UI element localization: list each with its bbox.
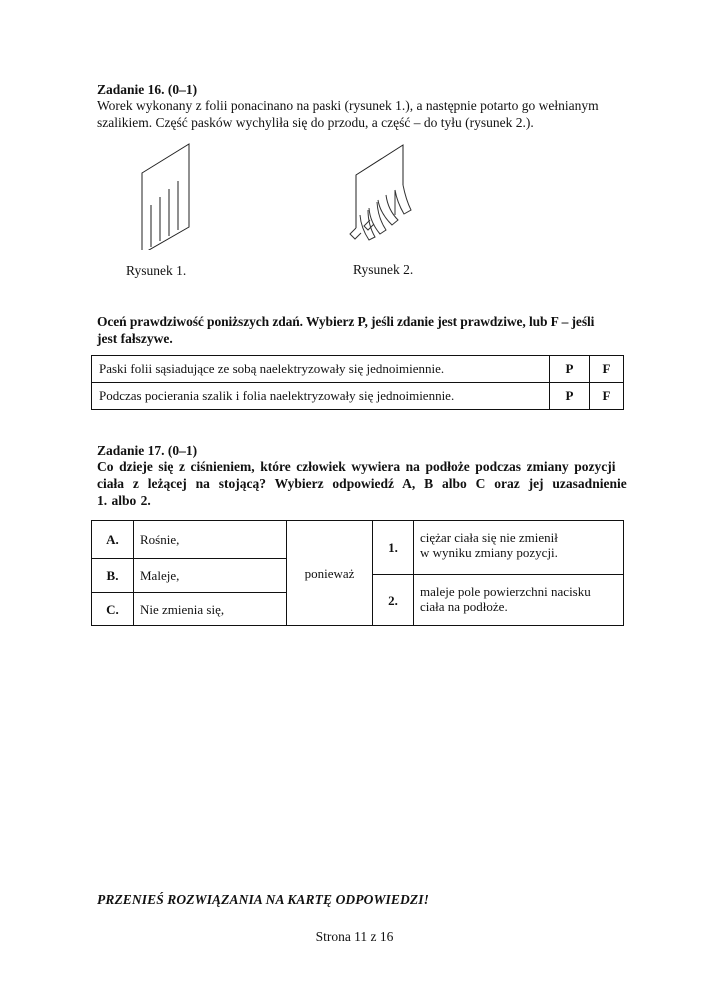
figure1-caption: Rysunek 1. <box>126 263 187 278</box>
task17-question <box>97 458 645 509</box>
transfer-answers-note: PRZENIEŚ ROZWIĄZANIA NA KARTĘ ODPOWIEDZI! <box>97 892 429 907</box>
task17-question-line2: ciała z leżącej na stojącą? Wybierz odpowiedź A, B albo C oraz jej uzasadnienie <box>97 476 627 491</box>
figure2-deflected-strips-illustration <box>348 140 418 250</box>
task16-instruction-line2: jest fałszywe. <box>97 331 173 346</box>
statement-1-false-option[interactable]: F <box>590 356 624 383</box>
true-false-table <box>91 355 624 410</box>
reason-2-text[interactable] <box>420 584 591 614</box>
statement-2-true-option[interactable]: P <box>550 383 590 410</box>
reason-1-number[interactable]: 1. <box>388 540 398 555</box>
task17-title: Zadanie 17. (0–1) <box>97 443 198 458</box>
task17-question-line1: Co dzieje się z ciśnieniem, które człowiek wywiera na podłoże podczas zmiany pozycji <box>97 459 616 474</box>
option-a-text[interactable]: Rośnie, <box>140 532 180 547</box>
table-row <box>92 356 624 383</box>
table-row <box>92 383 624 410</box>
reason-2-line1: maleje pole powierzchni nacisku <box>420 584 591 599</box>
figure2-caption: Rysunek 2. <box>353 262 414 277</box>
option-b-letter[interactable]: B. <box>106 568 119 583</box>
option-b-text[interactable]: Maleje, <box>140 568 180 583</box>
reason-2-number[interactable]: 2. <box>388 593 398 608</box>
task16-intro-line2: szalikiem. Część pasków wychyliła się do przodu, a część – do tyłu (rysunek 2.). <box>97 115 534 130</box>
task16-instruction-line1: Oceń prawdziwość poniższych zdań. Wybierz P, jeśli zdanie jest prawdziwe, lub F – jeśli <box>97 314 595 329</box>
reason-1-text[interactable] <box>420 530 558 560</box>
page-number: Strona 11 z 16 <box>315 929 394 944</box>
option-c-letter[interactable]: C. <box>106 602 119 617</box>
reason-1-line2: w wyniku zmiany pozycji. <box>420 545 558 560</box>
connector-label: ponieważ <box>304 566 355 581</box>
statement-1-text: Paski folii sąsiadujące ze sobą naelektryzowały się jednoimiennie. <box>92 356 550 383</box>
task16-intro <box>97 97 645 131</box>
statement-1-true-option[interactable]: P <box>550 356 590 383</box>
task16-instruction <box>97 313 645 347</box>
reason-1-line1: ciężar ciała się nie zmienił <box>420 530 558 545</box>
task17-question-line3: 1. albo 2. <box>97 493 151 508</box>
answer-reason-table <box>91 520 624 626</box>
reason-2-line2: ciała na podłoże. <box>420 599 508 614</box>
task16-intro-line1: Worek wykonany z folii ponacinano na paski (rysunek 1.), a następnie potarto go wełnianym <box>97 98 599 113</box>
option-c-text[interactable]: Nie zmienia się, <box>140 602 225 617</box>
option-a-letter[interactable]: A. <box>106 532 119 547</box>
statement-2-false-option[interactable]: F <box>590 383 624 410</box>
figure1-foil-strips-illustration <box>138 140 208 250</box>
statement-2-text: Podczas pocierania szalik i folia naelektryzowały się jednoimiennie. <box>92 383 550 410</box>
task16-title: Zadanie 16. (0–1) <box>97 82 198 97</box>
